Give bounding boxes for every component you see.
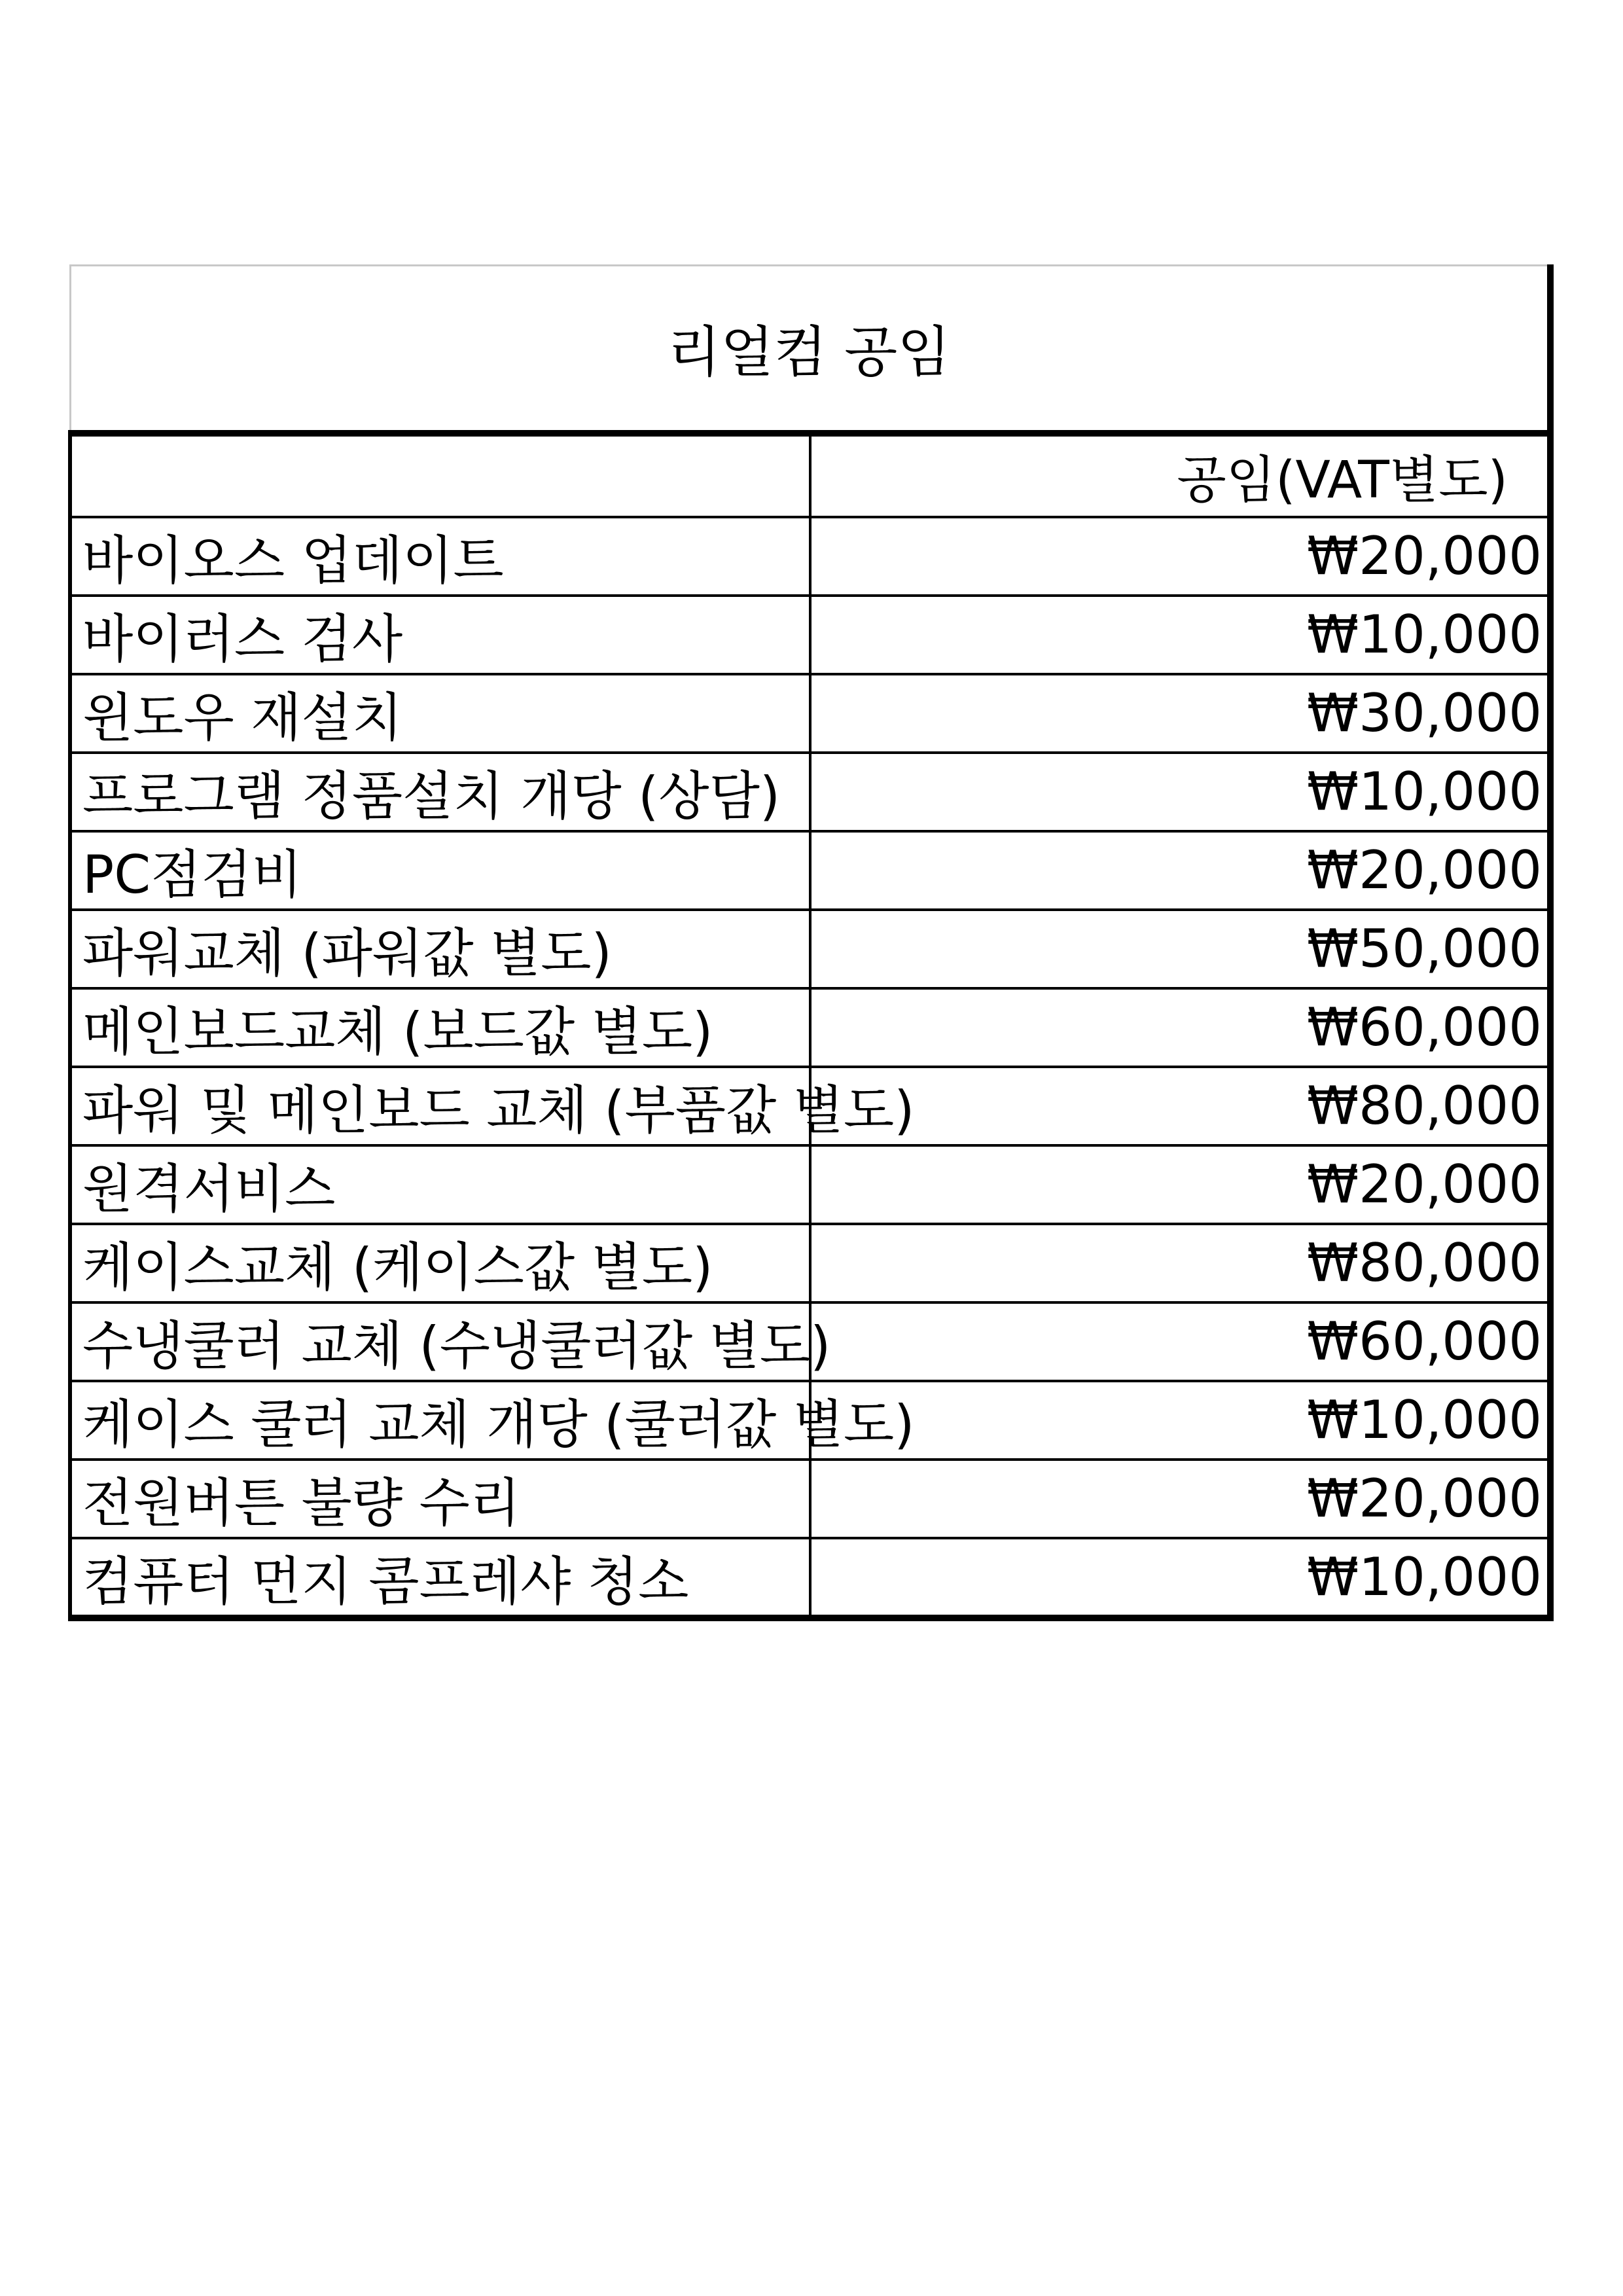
- service-price: ₩10,000: [810, 753, 1550, 831]
- service-price: ₩60,000: [810, 988, 1550, 1067]
- table-row: [70, 1067, 1550, 1145]
- service-price: ₩10,000: [810, 596, 1550, 674]
- service-name: 윈도우 재설치: [70, 674, 810, 753]
- service-name: 원격서비스: [70, 1145, 810, 1224]
- service-name: 바이러스 검사: [70, 596, 810, 674]
- service-price: ₩60,000: [810, 1302, 1550, 1381]
- table-row: [70, 1381, 1550, 1460]
- service-name: 케이스교체 (케이스값 별도): [70, 1224, 810, 1302]
- service-name: 수냉쿨러 교체 (수냉쿨러값 별도): [70, 1302, 810, 1381]
- service-price: ₩20,000: [810, 1145, 1550, 1224]
- title-row: [70, 266, 1550, 433]
- service-price: ₩80,000: [810, 1224, 1550, 1302]
- table-row: [70, 674, 1550, 753]
- service-name: 파워교체 (파워값 별도): [70, 910, 810, 988]
- service-name: 케이스 쿨러 교체 개당 (쿨러값 별도): [70, 1381, 810, 1460]
- service-price: ₩30,000: [810, 674, 1550, 753]
- table-row: [70, 753, 1550, 831]
- table-row: [70, 1538, 1550, 1618]
- service-price: ₩20,000: [810, 1460, 1550, 1538]
- table-row: [70, 988, 1550, 1067]
- service-name: 바이오스 업데이트: [70, 517, 810, 596]
- table-row: [70, 1460, 1550, 1538]
- table-row: [70, 831, 1550, 910]
- service-name: 전원버튼 불량 수리: [70, 1460, 810, 1538]
- service-price: ₩80,000: [810, 1067, 1550, 1145]
- service-price: ₩10,000: [810, 1538, 1550, 1618]
- table-row: [70, 1224, 1550, 1302]
- table-row: [70, 517, 1550, 596]
- header-service-cell: [70, 433, 810, 517]
- service-price: ₩20,000: [810, 517, 1550, 596]
- table-row: [70, 1145, 1550, 1224]
- service-price: ₩20,000: [810, 831, 1550, 910]
- service-name: 메인보드교체 (보드값 별도): [70, 988, 810, 1067]
- table-row: [70, 1302, 1550, 1381]
- header-price-cell: 공임(VAT별도): [810, 433, 1550, 517]
- table-row: [70, 910, 1550, 988]
- header-row: [70, 433, 1550, 517]
- price-table: [68, 264, 1554, 1621]
- service-price: ₩10,000: [810, 1381, 1550, 1460]
- table-title: 리얼컴 공임: [70, 266, 1550, 433]
- service-name: 컴퓨터 먼지 콤프레샤 청소: [70, 1538, 810, 1618]
- service-name: PC점검비: [70, 831, 810, 910]
- service-price: ₩50,000: [810, 910, 1550, 988]
- table-row: [70, 596, 1550, 674]
- service-name: 프로그램 정품설치 개당 (상담): [70, 753, 810, 831]
- service-name: 파워 및 메인보드 교체 (부품값 별도): [70, 1067, 810, 1145]
